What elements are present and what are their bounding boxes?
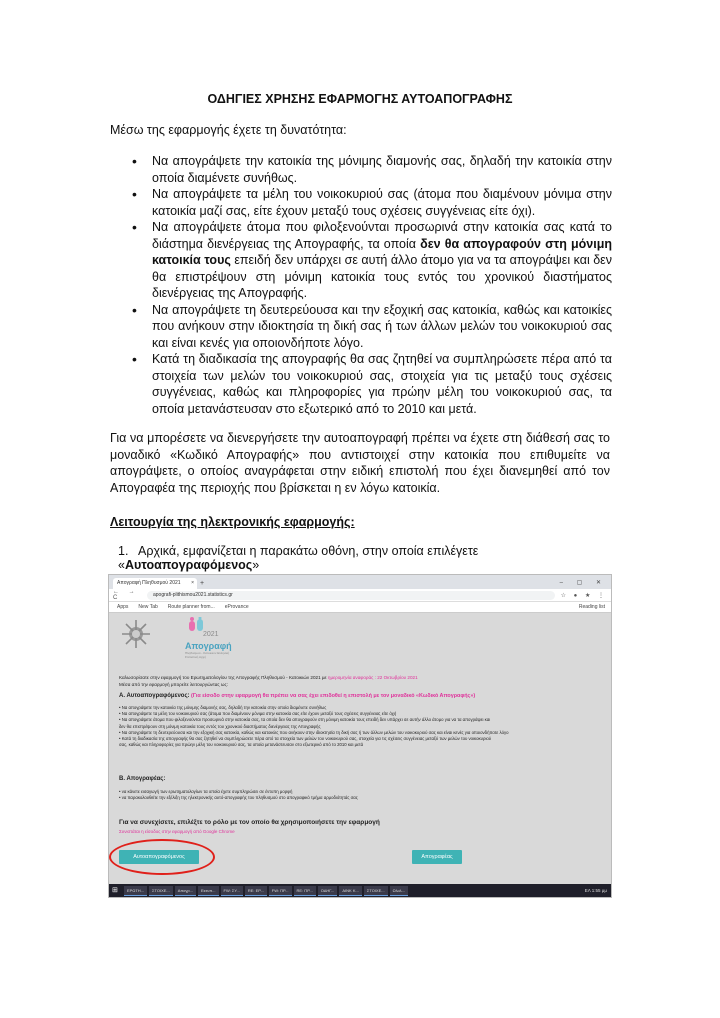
list-item-bold: δεν θα απογραφούν στη μόνιμη κατοικία τους — [152, 236, 612, 267]
taskbar-item[interactable]: ΟΔΗΓ... — [318, 886, 338, 896]
code-paragraph: Για να μπορέσετε να διενεργήσετε την αυτοαπογραφή πρέπει να έχετε στη διάθεσή σας το μοναδικό «Κωδικό Απογραφής» που αντιστοιχεί στην κατοικία που επιθυμείτε να απογράψετε, ο οποίος αναγράφεται στην ειδική επιστολή που έχει διανεμηθεί από τον Απογραφέα της περιοχής που βρίσκεται η εν λόγω κατοικία. — [110, 431, 610, 495]
address-bar — [109, 589, 611, 602]
taskbar-item[interactable]: ΣΤΟΙΧΕ... — [149, 886, 173, 896]
logo-name: Απογραφή — [185, 641, 232, 651]
list-item: • Να απογράψετε τη δευτερεύουσα και την εξοχική σας κατοικία, καθώς και κατοικίες που ανήκουν στην ιδιοκτησία τη δική σας ή των άλλων μελών του νοικοκυριού σας και είναι κενές για οποιονδήποτε λόγο — [119, 729, 509, 735]
section-a-title: Α. Αυτοαπογραφόμενος: — [119, 693, 190, 699]
step-bold: Αυτοαπογραφόμενος — [124, 558, 253, 572]
emblem-icon — [121, 619, 151, 649]
taskbar-item[interactable]: Απογρ... — [175, 886, 196, 896]
logo-subtitle: Πληθυσμού - Κατοικιών Ελληνική Στατιστική Αρχή — [185, 651, 230, 659]
step-text-end: » — [252, 558, 260, 572]
browser-tabbar — [109, 575, 611, 589]
document-title: ΟΔΗΓΙΕΣ ΧΡΗΣΗΣ ΕΦΑΡΜΟΓΗΣ ΑΥΤΟΑΠΟΓΡΑΦΗΣ — [207, 92, 513, 106]
welcome-main: Καλωσορίσατε στην εφαρμογή του Ερωτηματολογίου της Απογραφής Πληθυσμού - Κατοικιών 2021 με — [119, 675, 328, 680]
section-b-heading: Β. Απογραφέας: — [119, 776, 166, 782]
list-item-text: επειδή δεν υπάρχει σε αυτή άλλο άτομο για να τα απογράψει και δεν θα επιστρέψουν στη μόνιμη κατοικία τους εντός του χρονικού διαστήματος διενέργειας της Απογραφής. — [152, 253, 613, 300]
window-controls[interactable]: – ▢ ✕ — [559, 580, 607, 586]
bookmarks-bar — [109, 602, 611, 613]
section-heading: Λειτουργία της ηλεκτρονικής εφαρμογής: — [110, 515, 355, 529]
bookmark-item[interactable]: Route planner from... — [167, 604, 215, 610]
section-a-list — [119, 705, 605, 748]
census-logo — [179, 617, 239, 661]
browser-note: Συνιστάται η είσοδος στην εφαρμογή από Google Chrome — [119, 829, 235, 834]
taskbar — [109, 884, 611, 897]
list-item: • Να απογράψετε τα μέλη του νοικοκυριού σας (άτομα που διαμένουν μόνιμα στην κατοικία σας είτε έχουν μεταξύ τους σχέσεις συγγένειας είτε όχι) — [119, 711, 397, 717]
role-question: Για να συνεχίσετε, επιλέξτε το ρόλο με τον οποίο θα χρησιμοποιήσετε την εφαρμογή — [119, 819, 380, 826]
bookmark-item[interactable]: eProvance — [224, 604, 249, 610]
list-item: • Να απογράψετε άτομα που φιλοξενούνται προσωρινά στην κατοικία σας, τα οποία δεν θα απογραφούν στη μόνιμη κατοικία τους επειδή δεν υπάρχει σε αυτήν άλλο άτομο για να τα απογράψει και — [119, 717, 491, 723]
extension-icons[interactable]: ☆ ● ★ ⋮ — [560, 592, 607, 599]
section-a-note: (Για είσοδο στην εφαρμογή θα πρέπει να σας έχει επιδοθεί η επιστολή με τον μοναδικό «Κωδικό Απογραφής») — [189, 693, 476, 699]
step-number: 1. — [118, 544, 129, 558]
list-item: • Κατά τη διαδικασία της απογραφής θα σας ζητηθεί να συμπληρώσετε πέρα από τα στοιχεία των μελών του νοικοκυριού σας, στοιχεία για τις μεταξύ τους σχέσεις συγγένειας, καθώς και πληροφορίες για πρώην μέλη του νοικοκυριού σας, τα οποία μετανάστευσαν στο εξωτερικό από το 2010 και μετά. — [132, 351, 612, 417]
url-input[interactable]: apografi-plithismou2021.statistics.gr — [147, 591, 555, 600]
taskbar-item[interactable]: RE: ΠΡ... — [294, 886, 316, 896]
welcome-text-2: Μέσα από την εφαρμογή μπορείτε λειτουργώντας ως: — [119, 682, 228, 687]
list-item: σας, καθώς και πληροφορίες για πρώην μέλη του νοικοκυριού σας, τα οποία μετανάστευσαν στο εξωτερικό από το 2010 και μετά — [119, 742, 364, 748]
taskbar-item[interactable]: RE: ΕΡ... — [245, 886, 267, 896]
system-tray[interactable]: ΕΛ 1:55 μμ — [584, 888, 607, 893]
taskbar-item[interactable]: Ωλολ... — [390, 886, 408, 896]
list-item: • να κάνετε εισαγωγή των ερωτηματολογίων τα οποία έχετε συμπληρώσει σε έντυπη μορφή — [119, 789, 293, 794]
web-page — [109, 613, 611, 885]
list-item — [132, 219, 612, 302]
list-item: • Κατά τη διαδικασία της απογραφής θα σας ζητηθεί να συμπληρώσετε πέρα από τα στοιχεία των μελών του νοικοκυριού σας, στοιχεία για τις σχέσεις συγγένειας μεταξύ των μελών του νοικοκυριού — [119, 736, 492, 742]
taskbar-item[interactable]: FW: ΣΥ... — [221, 886, 243, 896]
taskbar-item[interactable]: ΕΡΩΤΗ... — [124, 886, 147, 896]
embedded-screenshot — [108, 574, 612, 898]
close-icon[interactable]: × — [191, 580, 194, 586]
reference-date: ημερομηνία αναφοράς : 22 Οκτωβρίου 2021 — [327, 675, 418, 680]
start-icon[interactable]: ⊞ — [112, 887, 118, 894]
taskbar-item[interactable]: ΣΤΟΙΧΕ... — [364, 886, 388, 896]
capabilities-list — [132, 153, 612, 417]
welcome-text — [119, 675, 418, 680]
reading-list[interactable]: Reading list — [578, 604, 605, 610]
taskbar-item[interactable]: Εκτυπ... — [198, 886, 219, 896]
section-a-heading — [119, 693, 475, 699]
list-item: • να παρακολουθείτε την εξέλιξη της ηλεκτρονικής αυτό-απογραφής του πληθυσμού στο απογραφικό τμήμα αρμοδιότητάς σας — [119, 795, 358, 801]
step-1 — [118, 544, 618, 572]
bookmark-item[interactable]: Apps — [117, 604, 129, 610]
tab-title: Απογραφή Πληθυσμού 2021 — [117, 580, 181, 586]
list-item: • Να απογράψετε τα μέλη του νοικοκυριού σας (άτομα που διαμένουν μόνιμα στην κατοικία μαζί σας, είτε έχουν μεταξύ τους σχέσεις συγγένειας είτε όχι). — [132, 186, 612, 219]
logo-year: 2021 — [203, 631, 219, 638]
section-b-list — [119, 789, 605, 801]
list-item: • Να απογράψετε τη δευτερεύουσα και την εξοχική σας κατοικία, καθώς και κατοικίες που ανήκουν στην ιδιοκτησία τη δική σας ή των άλλων μελών του νοικοκυριού σας και είναι κενές για οποιονδήποτε λόγο. — [132, 302, 612, 352]
nav-buttons[interactable]: ← → C — [113, 589, 139, 601]
list-item: • Να απογράψετε την κατοικία της μόνιμης διαμονής σας, δηλαδή την κατοικία στην οποία διαμένετε συνήθως — [119, 705, 327, 710]
list-item: δεν θα επιστρέψουν στη μόνιμη κατοικία τους εντός του χρονικού διαστήματος διενέργειας της Απογραφής — [119, 723, 321, 729]
taskbar-item[interactable]: FW: ΠΡ... — [269, 886, 292, 896]
list-item: • Να απογράψετε την κατοικία της μόνιμης διαμονής σας, δηλαδή την κατοικία στην οποία διαμένετε συνήθως. — [132, 153, 612, 186]
bookmark-item[interactable]: New Tab — [138, 604, 158, 610]
new-tab-icon[interactable]: + — [200, 580, 205, 587]
enumerator-button[interactable]: Απογραφέας — [412, 850, 462, 864]
self-enumerator-button[interactable]: Αυτοαπογραφόμενος — [119, 850, 199, 864]
step-text: Αρχικά, εμφανίζεται η παρακάτω οθόνη, στην οποία επιλέγετε « — [118, 544, 479, 572]
browser-tab[interactable] — [113, 578, 197, 589]
list-item-text: Να απογράψετε άτομα που φιλοξενούνται προσωρινά στην κατοικία σας κατά το διάστημα διενέργειας της Απογραφής, τα οποία — [152, 220, 612, 251]
taskbar-item[interactable]: ΑΙΝΚ Κ... — [339, 886, 361, 896]
highlight-circle — [109, 839, 215, 875]
intro-text: Μέσω της εφαρμογής έχετε τη δυνατότητα: — [110, 123, 347, 137]
